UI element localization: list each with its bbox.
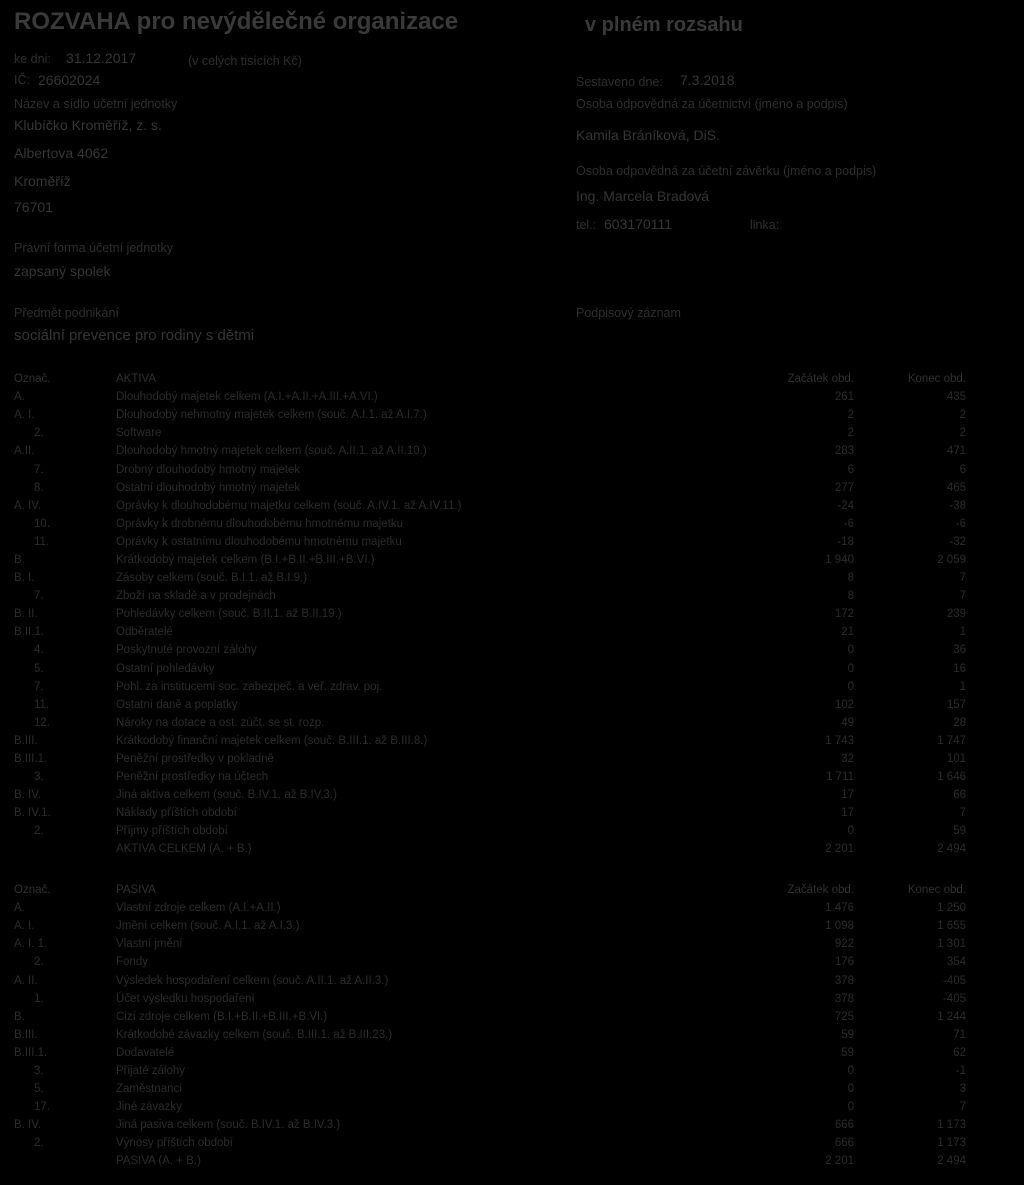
- liabilities-row: [14, 1044, 966, 1062]
- assets-cell-end: 101: [946, 753, 966, 766]
- liabilities-cell-code: B.III.1.: [14, 1046, 48, 1059]
- assets-row: [14, 424, 966, 442]
- liabilities-cell-start: 666: [834, 1119, 854, 1132]
- tel-value: 603170111: [604, 216, 672, 232]
- tel-label: tel.:: [576, 218, 597, 232]
- liabilities-cell-start: 0: [847, 1064, 854, 1077]
- assets-row: [14, 388, 966, 406]
- assets-cell-end: 36: [953, 644, 966, 657]
- assets-cell-code: B.: [14, 553, 25, 566]
- liabilities-cell-end: -405: [942, 974, 966, 987]
- liabilities-cell-start: 666: [834, 1137, 854, 1150]
- assets-cell-start: 2: [847, 427, 854, 440]
- assets-cell-start: 17: [841, 807, 854, 820]
- assets-row: [14, 822, 966, 840]
- assets-cell-code: 11.: [34, 698, 50, 711]
- assets-cell-code: A. IV.: [14, 499, 42, 512]
- assets-cell-end: 59: [953, 825, 966, 838]
- assets-cell-code: B.II.1.: [14, 626, 45, 639]
- liabilities-row: [14, 971, 966, 989]
- liabilities-cell-code: [14, 1152, 116, 1170]
- assets-cell-start: 1 711: [826, 771, 854, 784]
- assets-cell-code: 2.: [34, 427, 44, 440]
- liabilities-cell-name: Výnosy příštích období: [116, 1137, 233, 1150]
- assets-cell-name: Oprávky k ostatnímu dlouhodobému hmotnému majetku: [116, 535, 402, 548]
- assets-cell-end: 471: [946, 445, 966, 458]
- liabilities-cell-end: 1 173: [937, 1137, 966, 1150]
- assets-row: [14, 515, 966, 533]
- liabilities-cell-name: Dodavatelé: [116, 1046, 175, 1059]
- city: Kroměříž: [14, 173, 71, 189]
- assets-cell-name: Jiná aktiva celkem (souč. B.IV.1. až B.IV.3.): [116, 789, 337, 802]
- liabilities-cell-start: 378: [834, 992, 854, 1005]
- assets-row: [14, 605, 966, 623]
- assets-cell-start: 1 743: [825, 734, 854, 747]
- assets-cell-start: 261: [834, 391, 854, 404]
- resp-close-value: Ing. Marcela Bradová: [576, 188, 710, 204]
- assets-cell-end: 1 646: [937, 771, 966, 784]
- assets-cell-end: 2: [959, 409, 966, 422]
- liabilities-cell-code: A. I. 1.: [14, 938, 48, 951]
- assets-row: [14, 406, 966, 424]
- assets-cell-name: AKTIVA CELKEM (A. + B.): [116, 843, 252, 856]
- liabilities-table: [14, 881, 966, 1171]
- liabilities-cell-start: 725: [834, 1010, 854, 1023]
- assets-row: [14, 587, 966, 605]
- assets-cell-end: 28: [953, 716, 966, 729]
- assets-cell-name: Software: [116, 427, 162, 440]
- assets-cell-code: 7.: [34, 680, 44, 693]
- assets-cell-start: 0: [847, 680, 854, 693]
- report-subtitle: v plném rozsahu: [585, 14, 743, 36]
- liabilities-cell-start: 378: [834, 974, 854, 987]
- assets-cell-code: B. I.: [14, 572, 35, 585]
- assets-header-code: Označ.: [14, 373, 51, 386]
- liabilities-row: [14, 953, 966, 971]
- assets-row: [14, 533, 966, 551]
- signature-label: Podpisový záznam: [576, 306, 681, 320]
- assets-row: [14, 551, 966, 569]
- assets-cell-start: 32: [841, 753, 854, 766]
- assets-cell-end: -6: [955, 517, 966, 530]
- liabilities-cell-name: Jiná pasiva celkem (souč. B.IV.1. až B.IV.3.): [116, 1119, 341, 1132]
- assets-cell-code: 8.: [34, 481, 44, 494]
- liabilities-row: [14, 1080, 966, 1098]
- assets-cell-start: 8: [847, 590, 854, 603]
- liabilities-cell-code: 1.: [34, 992, 44, 1005]
- assets-cell-code: 10.: [34, 517, 50, 530]
- assets-header-name: AKTIVA: [116, 373, 157, 386]
- assets-cell-code: B.III.: [14, 734, 38, 747]
- organization-name: Klubíčko Kroměříž, z. s.: [14, 117, 162, 133]
- assets-cell-start: 172: [834, 608, 854, 621]
- assets-row: [14, 460, 966, 478]
- liabilities-cell-start: 2 201: [825, 1155, 854, 1168]
- assets-cell-code: A. I.: [14, 409, 35, 422]
- assets-cell-start: 1 940: [825, 553, 854, 566]
- liabilities-cell-start: 1 476: [825, 902, 854, 915]
- assets-cell-code: A.II.: [14, 445, 35, 458]
- liabilities-cell-name: PASIVA (A. + B.): [116, 1155, 201, 1168]
- assets-cell-start: 8: [847, 572, 854, 585]
- assets-row: [14, 641, 966, 659]
- assets-row: [14, 768, 966, 786]
- subject-label: Předmět podnikání: [14, 306, 119, 320]
- assets-cell-end: 465: [946, 481, 966, 494]
- assets-cell-name: Odběratelé: [116, 626, 173, 639]
- assets-cell-start: 277: [834, 481, 854, 494]
- ico-label: IČ:: [14, 73, 30, 87]
- liabilities-cell-end: 2 494: [937, 1155, 966, 1168]
- assets-cell-name: Pohl. za institucemi soc. zabezpeč. a veř. zdrav. poj.: [116, 680, 383, 693]
- assets-cell-end: 1 747: [937, 734, 966, 747]
- liabilities-cell-start: 1 098: [825, 920, 854, 933]
- assets-row: [14, 696, 966, 714]
- resp-acc-value: Kamila Bráníková, DiS.: [576, 127, 720, 143]
- assets-header-start: Začátek obd.: [787, 373, 854, 386]
- assets-cell-end: 435: [946, 391, 966, 404]
- assets-cell-name: Peněžní prostředky v pokladně: [116, 753, 274, 766]
- liabilities-cell-end: 1 655: [937, 920, 966, 933]
- liabilities-cell-name: Jmění celkem (souč. A.I.1. až A.I.3.): [116, 920, 300, 933]
- liabilities-cell-code: A. II.: [14, 974, 38, 987]
- liabilities-cell-end: 1 250: [937, 902, 966, 915]
- liabilities-row: [14, 1152, 966, 1170]
- assets-row: [14, 678, 966, 696]
- liabilities-cell-code: 2.: [34, 1137, 44, 1150]
- assets-cell-start: -24: [837, 499, 854, 512]
- assets-cell-start: 0: [847, 662, 854, 675]
- liabilities-row: [14, 1008, 966, 1026]
- assets-cell-name: Oprávky k drobnému dlouhodobému hmotnému majetku: [116, 517, 404, 530]
- assets-cell-code: 2.: [34, 825, 44, 838]
- assets-cell-start: 2 201: [825, 843, 854, 856]
- liabilities-cell-end: 1 244: [937, 1010, 966, 1023]
- assets-cell-start: 2: [847, 409, 854, 422]
- assets-cell-end: -38: [949, 499, 966, 512]
- units-label: (v celých tisících Kč): [188, 54, 302, 68]
- liabilities-cell-name: Přijaté zálohy: [116, 1064, 186, 1077]
- liabilities-cell-code: 17.: [34, 1101, 50, 1114]
- liabilities-cell-code: B.III.: [14, 1028, 38, 1041]
- assets-cell-start: 49: [841, 716, 854, 729]
- assets-row: [14, 804, 966, 822]
- assets-cell-start: 17: [841, 789, 854, 802]
- assets-cell-end: 2 059: [937, 553, 966, 566]
- assets-row: [14, 569, 966, 587]
- assets-cell-end: 6: [959, 463, 966, 476]
- liabilities-cell-code: B. IV.: [14, 1119, 42, 1132]
- assets-header-row: [14, 370, 966, 388]
- liabilities-cell-end: -1: [955, 1064, 966, 1077]
- assets-row: [14, 497, 966, 515]
- assets-row: [14, 714, 966, 732]
- assets-cell-start: 21: [841, 626, 854, 639]
- liabilities-cell-code: B.: [14, 1010, 25, 1023]
- compiled-value: 7.3.2018: [680, 72, 735, 88]
- legal-form-value: zapsaný spolek: [14, 263, 111, 279]
- assets-cell-name: Dlouhodobý majetek celkem (A.I.+A.II.+A.III.+A.VI.): [116, 391, 378, 404]
- assets-row: [14, 623, 966, 641]
- liabilities-cell-name: Vlastní zdroje celkem (A.I.+A.II.): [116, 902, 281, 915]
- assets-cell-end: 7: [959, 590, 966, 603]
- liabilities-cell-start: 0: [847, 1101, 854, 1114]
- street: Albertova 4062: [14, 145, 109, 161]
- assets-cell-start: 0: [847, 825, 854, 838]
- assets-cell-end: 1: [959, 680, 966, 693]
- liabilities-header-row: [14, 881, 966, 899]
- liabilities-row: [14, 917, 966, 935]
- assets-cell-end: 2: [959, 427, 966, 440]
- assets-row: [14, 660, 966, 678]
- assets-cell-start: -18: [837, 535, 854, 548]
- liabilities-row: [14, 1098, 966, 1116]
- liabilities-header-start: Začátek obd.: [787, 884, 854, 897]
- liabilities-cell-end: 7: [959, 1101, 966, 1114]
- liabilities-cell-code: A. I.: [14, 920, 35, 933]
- liabilities-cell-name: Cizí zdroje celkem (B.I.+B.II.+B.III.+B.VI.): [116, 1010, 328, 1023]
- assets-cell-name: Ostatní dlouhodobý hmotný majetek: [116, 481, 301, 494]
- assets-row: [14, 840, 966, 858]
- assets-cell-code: B. IV.1.: [14, 807, 51, 820]
- assets-body: [14, 370, 966, 859]
- liabilities-cell-name: Krátkodobé závazky celkem (souč. B.III.1. až B.III.23.): [116, 1028, 393, 1041]
- assets-cell-start: -6: [843, 517, 854, 530]
- assets-cell-name: Krátkodobý majetek celkem (B.I.+B.II.+B.III.+B.VI.): [116, 553, 375, 566]
- assets-cell-code: B. II.: [14, 608, 38, 621]
- assets-cell-code: B.III.1.: [14, 753, 48, 766]
- liabilities-cell-start: 922: [834, 938, 854, 951]
- assets-cell-code: 4.: [34, 644, 44, 657]
- name-label: Název a sídlo účetní jednotky: [14, 97, 178, 111]
- resp-close-label: Osoba odpovědná za účetní závěrku (jméno a podpis): [576, 164, 877, 178]
- assets-row: [14, 479, 966, 497]
- assets-cell-code: [14, 840, 116, 858]
- liabilities-row: [14, 899, 966, 917]
- assets-cell-end: 16: [953, 662, 966, 675]
- assets-cell-name: Ostatní pohledávky: [116, 662, 215, 675]
- assets-cell-start: 102: [834, 698, 854, 711]
- liabilities-cell-name: Jiné závazky: [116, 1101, 182, 1114]
- assets-header-end: Konec obd.: [907, 373, 966, 386]
- assets-cell-code: 5.: [34, 662, 44, 675]
- date-value: 31.12.2017: [66, 50, 137, 66]
- liabilities-cell-name: Účet výsledku hospodaření: [116, 992, 255, 1005]
- resp-acc-label: Osoba odpovědná za účetnictví (jméno a podpis): [576, 97, 848, 111]
- liabilities-row: [14, 1026, 966, 1044]
- liabilities-cell-name: Vlastní jmění: [116, 938, 183, 951]
- assets-cell-end: 7: [959, 807, 966, 820]
- assets-cell-start: 0: [847, 644, 854, 657]
- compiled-label: Sestaveno dne:: [576, 75, 663, 89]
- liabilities-cell-name: Fondy: [116, 956, 148, 969]
- liabilities-cell-end: 354: [946, 956, 966, 969]
- liabilities-cell-code: A.: [14, 902, 25, 915]
- liabilities-cell-start: 59: [841, 1028, 854, 1041]
- assets-cell-name: Drobný dlouhodobý hmotný majetek: [116, 463, 301, 476]
- liabilities-cell-end: -405: [942, 992, 966, 1005]
- date-label: ke dni:: [14, 52, 51, 66]
- assets-cell-code: 3.: [34, 771, 44, 784]
- liabilities-cell-end: 71: [953, 1028, 966, 1041]
- assets-cell-name: Peněžní prostředky na účtech: [116, 771, 269, 784]
- liabilities-cell-name: Výsledek hospodaření celkem (souč. A.II.1. až A.II.3.): [116, 974, 389, 987]
- assets-row: [14, 750, 966, 768]
- assets-cell-name: Nároky na dotace a ost. zúčt. se st. rozp.: [116, 716, 325, 729]
- ext-label: linka:: [750, 218, 780, 232]
- assets-cell-end: 2 494: [937, 843, 966, 856]
- ico-value: 26602024: [38, 72, 101, 88]
- liabilities-header-name: PASIVA: [116, 884, 156, 897]
- assets-cell-name: Krátkodobý finanční majetek celkem (souč. B.III.1. až B.III.8.): [116, 734, 428, 747]
- assets-cell-code: 11.: [34, 535, 50, 548]
- assets-row: [14, 786, 966, 804]
- assets-table: [14, 370, 966, 859]
- liabilities-cell-code: 2.: [34, 956, 44, 969]
- assets-cell-code: B. IV.: [14, 789, 42, 802]
- assets-cell-name: Poskytnuté provozní zálohy: [116, 644, 257, 657]
- liabilities-cell-end: 1 301: [937, 938, 966, 951]
- assets-cell-name: Příjmy příštích období: [116, 825, 228, 838]
- assets-cell-name: Dlouhodobý hmotný majetek celkem (souč. A.II.1. až A.II.10.): [116, 445, 427, 458]
- liabilities-cell-end: 1 173: [937, 1119, 966, 1132]
- assets-cell-end: 66: [953, 789, 966, 802]
- liabilities-body: [14, 881, 966, 1171]
- assets-cell-code: 12.: [34, 716, 50, 729]
- assets-cell-name: Zásoby celkem (souč. B.I.1. až B.I.9.): [116, 572, 308, 585]
- liabilities-header-code: Označ.: [14, 884, 51, 897]
- liabilities-header-end: Konec obd.: [907, 884, 966, 897]
- assets-cell-end: 157: [946, 698, 966, 711]
- liabilities-cell-start: 176: [834, 956, 854, 969]
- liabilities-cell-code: 5.: [34, 1083, 44, 1096]
- liabilities-row: [14, 935, 966, 953]
- assets-cell-code: 7.: [34, 590, 44, 603]
- liabilities-cell-code: 3.: [34, 1064, 44, 1077]
- assets-cell-name: Dlouhodobý nehmotný majetek celkem (souč. A.I.1. až A.I.7.): [116, 409, 427, 422]
- assets-cell-code: 7.: [34, 463, 44, 476]
- assets-cell-end: 1: [959, 626, 966, 639]
- zip: 76701: [14, 199, 53, 215]
- subject-value: sociální prevence pro rodiny s dětmi: [14, 327, 255, 344]
- legal-form-label: Právní forma účetní jednotky: [14, 241, 174, 255]
- assets-cell-name: Oprávky k dlouhodobému majetku celkem (souč. A.IV.1. až A.IV.11.): [116, 499, 462, 512]
- liabilities-cell-end: 62: [953, 1046, 966, 1059]
- liabilities-cell-name: Zaměstnanci: [116, 1083, 182, 1096]
- assets-row: [14, 442, 966, 460]
- liabilities-row: [14, 1062, 966, 1080]
- assets-cell-name: Náklady příštích období: [116, 807, 237, 820]
- assets-cell-start: 6: [847, 463, 854, 476]
- assets-cell-start: 283: [834, 445, 854, 458]
- assets-cell-name: Pohledávky celkem (souč. B.II.1. až B.II.19.): [116, 608, 342, 621]
- liabilities-cell-start: 0: [847, 1083, 854, 1096]
- liabilities-row: [14, 990, 966, 1008]
- assets-row: [14, 732, 966, 750]
- assets-cell-code: A.: [14, 391, 25, 404]
- assets-cell-name: Ostatní daně a poplatky: [116, 698, 238, 711]
- liabilities-row: [14, 1116, 966, 1134]
- assets-cell-end: 7: [959, 572, 966, 585]
- assets-cell-end: -32: [949, 535, 966, 548]
- assets-cell-end: 239: [946, 608, 966, 621]
- report-title: ROZVAHA pro nevýdělečné organizace: [14, 8, 459, 35]
- liabilities-cell-end: 3: [959, 1083, 966, 1096]
- liabilities-row: [14, 1134, 966, 1152]
- liabilities-cell-start: 59: [841, 1046, 854, 1059]
- assets-cell-name: Zboží na skladě a v prodejnách: [116, 590, 276, 603]
